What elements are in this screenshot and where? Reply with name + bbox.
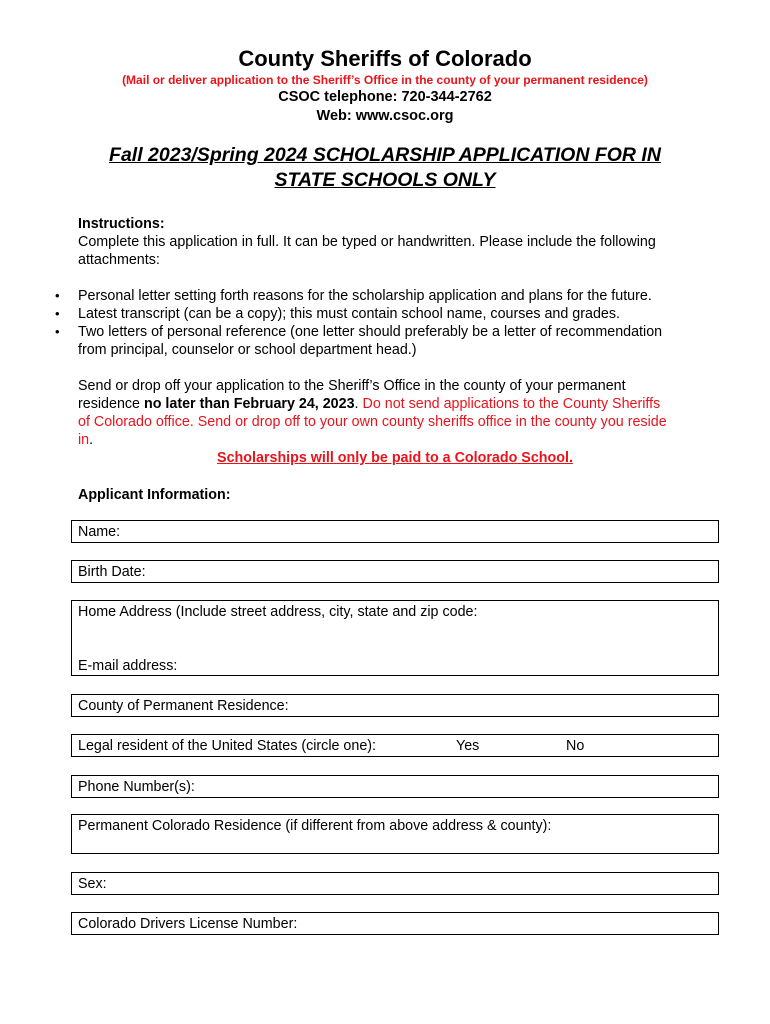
no-option[interactable]: No <box>566 738 585 754</box>
bullet-icon: • <box>55 306 60 321</box>
applicant-heading: Applicant Information: <box>78 487 231 503</box>
warning-line-4 <box>78 431 718 449</box>
email-label: E-mail address: <box>78 658 178 674</box>
instructions-heading: Instructions: <box>78 216 165 232</box>
list-item <box>55 305 718 323</box>
home-address-field[interactable] <box>71 600 719 676</box>
attachment-text: Personal letter setting forth reasons for the scholarship application and plans for the future. <box>78 288 652 304</box>
send-text: . <box>354 396 363 412</box>
bullet-icon: • <box>55 324 60 339</box>
warning-text: in <box>78 432 90 448</box>
county-field[interactable] <box>71 694 719 717</box>
phone-label: Phone Number(s): <box>78 779 195 795</box>
attachment-text: Two letters of personal reference (one letter should preferably be a letter of recommendation <box>78 324 663 340</box>
phone-field[interactable] <box>71 775 719 798</box>
county-label: County of Permanent Residence: <box>78 698 289 714</box>
send-line-1: Send or drop off your application to the Sheriff’s Office in the county of your permanent <box>78 378 626 394</box>
application-subject <box>0 143 770 193</box>
deadline-text: no later than February 24, 2023 <box>143 396 355 412</box>
warning-line-3: of Colorado office. Send or drop off to your own county sheriffs office in the county you reside <box>78 414 667 430</box>
send-text: residence <box>78 396 144 412</box>
subject-line-2: STATE SCHOOLS ONLY <box>274 169 496 191</box>
name-label: Name: <box>78 524 121 540</box>
permanent-residence-field[interactable] <box>71 814 719 854</box>
legal-resident-label: Legal resident of the United States (circle one): <box>78 738 377 754</box>
telephone-line: CSOC telephone: 720-344-2762 <box>278 89 492 105</box>
home-address-label: Home Address (Include street address, city, state and zip code: <box>78 604 478 620</box>
name-field[interactable] <box>71 520 719 543</box>
list-item <box>55 287 718 305</box>
organization-title: County Sheriffs of Colorado <box>238 46 532 71</box>
send-line-2 <box>78 395 718 413</box>
website-line: Web: www.csoc.org <box>316 108 454 124</box>
yes-option[interactable]: Yes <box>456 738 480 754</box>
permanent-residence-label: Permanent Colorado Residence (if different from above address & county): <box>78 818 552 834</box>
attachments-list <box>55 287 718 359</box>
sex-field[interactable] <box>71 872 719 895</box>
sex-label: Sex: <box>78 876 107 892</box>
attachment-text: Latest transcript (can be a copy); this must contain school name, courses and grades. <box>78 306 620 322</box>
instructions-intro-line-2: attachments: <box>78 252 160 268</box>
mail-instruction-note: (Mail or deliver application to the Sheriff’s Office in the county of your permanent residence) <box>122 73 648 87</box>
submission-instructions <box>78 377 718 449</box>
subject-line-1: Fall 2023/Spring 2024 SCHOLARSHIP APPLICATION FOR IN <box>109 144 661 166</box>
birth-date-label: Birth Date: <box>78 564 146 580</box>
birth-date-field[interactable] <box>71 560 719 583</box>
colorado-school-notice: Scholarships will only be paid to a Colorado School. <box>217 450 573 466</box>
instructions-block <box>78 215 718 269</box>
legal-resident-field <box>71 734 719 757</box>
attachment-text-continued: from principal, counselor or school department head.) <box>78 342 417 358</box>
bullet-icon: • <box>55 288 60 303</box>
period-text: . <box>89 432 94 448</box>
list-item <box>55 323 718 359</box>
instructions-intro-line-1: Complete this application in full. It can be typed or handwritten. Please include the following <box>78 234 656 250</box>
drivers-license-label: Colorado Drivers License Number: <box>78 916 298 932</box>
warning-text: Do not send applications to the County Sheriffs <box>362 396 661 412</box>
drivers-license-field[interactable] <box>71 912 719 935</box>
